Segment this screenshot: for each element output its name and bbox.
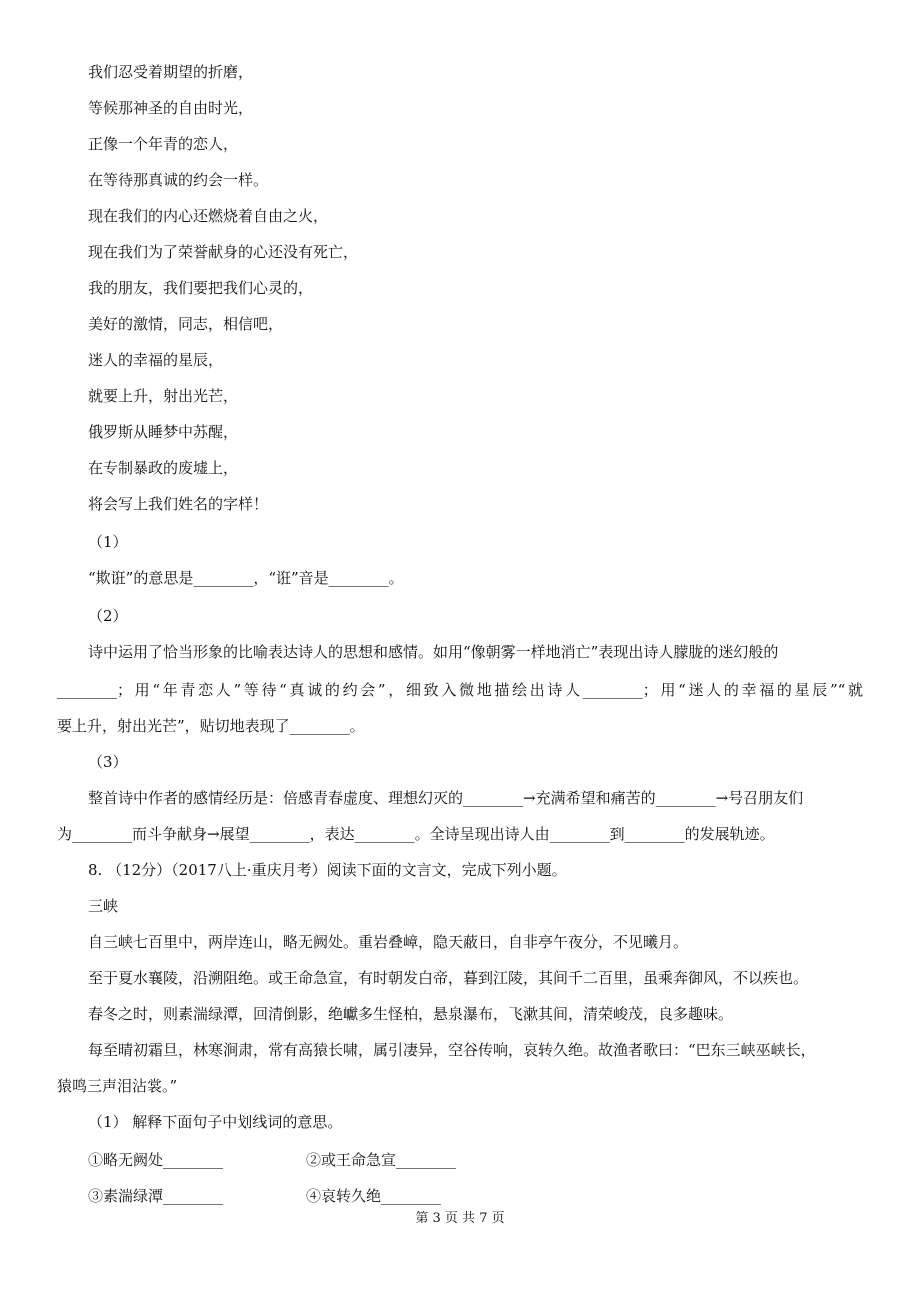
poem-line: 我的朋友，我们要把我们心灵的， [88, 279, 314, 297]
passage-paragraph: 每至晴初霜旦，林寒涧肃，常有高猿长啸，属引凄异，空谷传响，哀转久绝。故渔者歌曰：“巴东三峡巫峡长， [88, 1041, 816, 1059]
question-text: ________；用“年青恋人”等待“真诚的约会”，细致入微地描绘出诗人________；用“迷人的幸福的星辰”“就 [57, 681, 863, 699]
question-text: 要上升，射出光芒”，贴切地表现了________。 [57, 717, 365, 735]
passage-title: 三峡 [88, 897, 119, 915]
passage-paragraph: 春冬之时，则素湍绿潭，回清倒影，绝巘多生怪柏，悬泉瀑布，飞漱其间，清荣峻茂，良多趣味。 [88, 1005, 734, 1023]
answer-item: ③素湍绿潭________ [88, 1187, 224, 1205]
question-text: 整首诗中作者的感情经历是：倍感青春虚度、理想幻灭的________→充满希望和痛苦的________→号召朋友们 [88, 789, 804, 807]
answer-item: ④哀转久绝________ [306, 1187, 442, 1205]
poem-line: 正像一个年青的恋人， [88, 135, 239, 153]
sub-question-prompt: （1） 解释下面句子中划线词的意思。 [88, 1113, 343, 1131]
page-footer: 第 3 页 共 7 页 [415, 1211, 505, 1226]
question-header: 8. （12分）（2017八上·重庆月考）阅读下面的文言文，完成下列小题。 [88, 861, 567, 879]
poem-line: 俄罗斯从睡梦中苏醒， [88, 423, 239, 441]
question-number: （2） [88, 607, 128, 625]
question-text: 诗中运用了恰当形象的比喻表达诗人的思想和感情。如用“像朝雾一样地消亡”表现出诗人朦胧的迷幻般的 [88, 643, 779, 661]
poem-line: 等候那神圣的自由时光， [88, 99, 254, 117]
poem-line: 我们忍受着期望的折磨， [88, 63, 254, 81]
poem-line: 现在我们的内心还燃烧着自由之火， [88, 207, 329, 225]
passage-paragraph: 猿鸣三声泪沾裳。” [57, 1077, 178, 1095]
poem-line: 在专制暴政的废墟上， [88, 459, 239, 477]
answer-item: ①略无阙处________ [88, 1151, 224, 1169]
poem-line: 美好的激情，同志，相信吧， [88, 315, 284, 333]
passage-paragraph: 自三峡七百里中，两岸连山，略无阙处。重岩叠嶂，隐天蔽日，自非亭午夜分，不见曦月。 [88, 933, 689, 951]
poem-line: 现在我们为了荣誉献身的心还没有死亡， [88, 243, 359, 261]
poem-line: 在等待那真诚的约会一样。 [88, 171, 269, 189]
poem-line: 将会写上我们姓名的字样！ [88, 495, 269, 513]
poem-line: 迷人的幸福的星辰， [88, 351, 224, 369]
question-number: （1） [88, 533, 128, 551]
question-text: “欺诳”的意思是________，“诳”音是________。 [88, 569, 404, 587]
question-text: 为________而斗争献身→展望________，表达________。全诗呈现出诗人由________到________的发展轨迹。 [57, 825, 775, 843]
poem-line: 就要上升，射出光芒， [88, 387, 239, 405]
question-number: （3） [88, 753, 128, 771]
answer-item: ②或王命急宣________ [306, 1151, 457, 1169]
passage-paragraph: 至于夏水襄陵，沿溯阻绝。或王命急宣，有时朝发白帝，暮到江陵，其间千二百里，虽乘奔御风，不以疾也。 [88, 969, 809, 987]
